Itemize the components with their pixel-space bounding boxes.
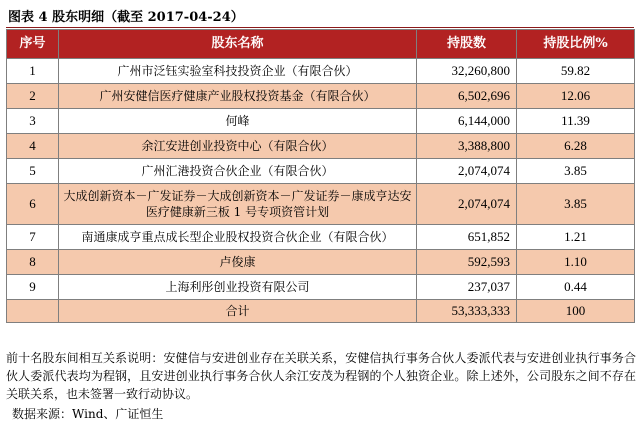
total-shares: 53,333,333	[417, 300, 517, 323]
row-index: 7	[7, 225, 59, 250]
total-ratio: 100	[517, 300, 635, 323]
row-ratio: 11.39	[517, 109, 635, 134]
table-row	[7, 59, 635, 84]
row-index: 5	[7, 159, 59, 184]
row-name: 广州市泛钰实验室科技投资企业（有限合伙）	[59, 59, 417, 84]
figure-title: 图表 4 股东明细（截至 2017-04-24）	[8, 10, 244, 25]
header-shares: 持股数	[417, 30, 517, 59]
data-source: 数据来源：Wind、广证恒生	[12, 407, 164, 421]
table-row	[7, 84, 635, 109]
table-row	[7, 109, 635, 134]
row-name: 南通康成亨重点成长型企业股权投资合伙企业（有限合伙）	[59, 225, 417, 250]
total-row	[7, 300, 635, 323]
row-shares: 6,502,696	[417, 84, 517, 109]
table-header-row	[7, 30, 635, 59]
row-ratio: 3.85	[517, 159, 635, 184]
table-row	[7, 159, 635, 184]
header-ratio: 持股比例%	[517, 30, 635, 59]
row-ratio: 3.85	[517, 184, 635, 225]
row-shares: 2,074,074	[417, 184, 517, 225]
header-name: 股东名称	[59, 30, 417, 59]
row-shares: 592,593	[417, 250, 517, 275]
total-label: 合计	[59, 300, 417, 323]
row-index: 6	[7, 184, 59, 225]
row-index: 3	[7, 109, 59, 134]
row-ratio: 0.44	[517, 275, 635, 300]
row-name: 卢俊康	[59, 250, 417, 275]
row-shares: 32,260,800	[417, 59, 517, 84]
row-index: 1	[7, 59, 59, 84]
row-shares: 237,037	[417, 275, 517, 300]
row-index: 2	[7, 84, 59, 109]
row-ratio: 12.06	[517, 84, 635, 109]
row-shares: 2,074,074	[417, 159, 517, 184]
row-shares: 3,388,800	[417, 134, 517, 159]
table-row	[7, 225, 635, 250]
table-row	[7, 134, 635, 159]
row-shares: 6,144,000	[417, 109, 517, 134]
row-index: 4	[7, 134, 59, 159]
table-row	[7, 184, 635, 225]
row-name: 何峰	[59, 109, 417, 134]
row-ratio: 6.28	[517, 134, 635, 159]
row-name: 余江安进创业投资中心（有限合伙）	[59, 134, 417, 159]
row-name: 广州汇港投资合伙企业（有限合伙）	[59, 159, 417, 184]
row-ratio: 59.82	[517, 59, 635, 84]
table-row	[7, 275, 635, 300]
row-ratio: 1.21	[517, 225, 635, 250]
row-index: 8	[7, 250, 59, 275]
row-name: 大成创新资本－广发证券－大成创新资本－广发证券－康成亨达安医疗健康新三板 1 号专项资管计划	[59, 184, 417, 225]
table-row	[7, 250, 635, 275]
row-name: 上海利彤创业投资有限公司	[59, 275, 417, 300]
total-index-cell	[7, 300, 59, 323]
title-divider	[6, 27, 634, 28]
row-index: 9	[7, 275, 59, 300]
row-shares: 651,852	[417, 225, 517, 250]
shareholder-table	[6, 29, 635, 323]
header-index: 序号	[7, 30, 59, 59]
row-ratio: 1.10	[517, 250, 635, 275]
relationship-note: 前十名股东间相互关系说明：安健信与安进创业存在关联关系，安健信执行事务合伙人委派代表与安进创业执行事务合伙人委派代表均为程钢，且安进创业执行事务合伙人余江安茂为程钢的个人独资企业。除上述外，公司股东之间不存在关联关系，也未签署一致行动协议。	[6, 351, 636, 401]
row-name: 广州安健信医疗健康产业股权投资基金（有限合伙）	[59, 84, 417, 109]
